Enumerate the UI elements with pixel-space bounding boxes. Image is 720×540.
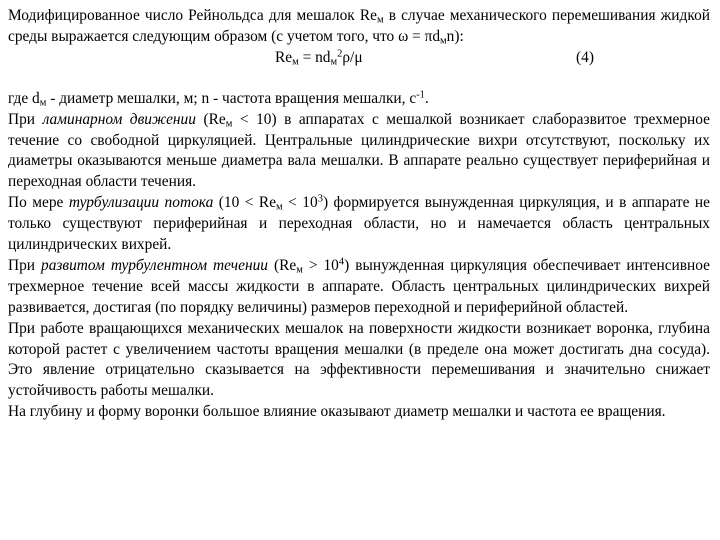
developed-text-3: ) вынужденная циркуляция обеспечивает интенсивное трехмерное течение всей массы жидкости в аппарате. Область центральных цилиндрических вихрей развивается, достигая (по порядку величины) размеров переходной и периферийной областей. bbox=[8, 256, 710, 316]
turbulization-subscript: м bbox=[276, 201, 283, 213]
vortex-paragraph: При работе вращающихся механических мешалок на поверхности жидкости возникает воронка, глубина которой растет с увеличением частоты вращения мешалки (в пределе она может достигать дна сосуда). Это явление отрицательно сказывается на эффективности перемешивания и значительно снижает устойчивость работы мешалки. bbox=[8, 319, 710, 400]
equation-number: (4) bbox=[576, 48, 594, 66]
turbulization-text-2: < 10 bbox=[282, 194, 318, 212]
developed-term: развитом турбулентном течении bbox=[41, 256, 269, 274]
formula-subscript-2: м bbox=[330, 56, 338, 68]
developed-lead: При bbox=[8, 256, 42, 274]
intro-text-3: n): bbox=[446, 27, 464, 45]
definition-paragraph bbox=[8, 89, 710, 110]
formula-exponent: 2 bbox=[337, 48, 343, 60]
developed-text-2: > 10 bbox=[302, 256, 339, 274]
laminar-text-1: (Re bbox=[195, 110, 226, 128]
turbulization-text-3: ) формируется вынужденная циркуляция, и в аппарате не только существуют периферийная и переходная области, но и намечается область центральных цилиндрических вихрей. bbox=[8, 194, 710, 254]
laminar-text-2: < 10) в аппаратах с мешалкой возникает слаборазвитое трехмерное течение со свободной циркуляцией. Центральные цилиндрические вихри отсутствуют, поскольку их диаметры оказываются меньше диаметра вала мешалки. В аппарате реально существует периферийная и переходная области течения. bbox=[8, 110, 710, 191]
intro-subscript-2: м bbox=[440, 35, 447, 47]
definition-exponent: -1 bbox=[416, 88, 425, 100]
turbulization-lead: По мере bbox=[8, 194, 69, 212]
developed-subscript: м bbox=[296, 264, 303, 276]
intro-paragraph bbox=[8, 6, 710, 48]
formula-row bbox=[8, 48, 710, 69]
formula-subscript: м bbox=[292, 56, 299, 68]
turbulization-paragraph bbox=[8, 193, 710, 256]
definition-text-3: . bbox=[424, 89, 429, 107]
formula-tail: ρ/μ bbox=[342, 48, 363, 66]
intro-text-1: Модифицированное число Рейнольдса для мешалок Re bbox=[8, 7, 377, 24]
laminar-paragraph bbox=[8, 110, 710, 194]
definition-subscript: м bbox=[39, 97, 47, 109]
laminar-term: ламинарном движении bbox=[42, 110, 196, 128]
turbulization-exponent: 3 bbox=[317, 193, 323, 205]
laminar-lead: При bbox=[8, 110, 43, 128]
turbulization-text-1: (10 < Re bbox=[213, 194, 277, 212]
developed-exponent: 4 bbox=[338, 256, 345, 268]
formula-eq: = nd bbox=[298, 48, 331, 66]
definition-text-1: где d bbox=[8, 89, 40, 107]
intro-subscript: м bbox=[376, 14, 384, 26]
developed-text-1: (Re bbox=[268, 256, 297, 274]
turbulization-term: турбулизации потока bbox=[68, 194, 214, 212]
laminar-subscript: м bbox=[225, 118, 233, 130]
reynolds-formula bbox=[275, 48, 363, 69]
definition-text-2: - диаметр мешалки, м; n - частота вращения мешалки, с bbox=[46, 89, 417, 107]
intro-text-2: в случае механического перемешивания жидкой среды выражается следующим образом (с учетом того, что ω = πd bbox=[8, 7, 711, 45]
formula-re: Re bbox=[275, 48, 293, 66]
developed-turbulence-paragraph bbox=[8, 256, 710, 319]
depth-paragraph: На глубину и форму воронки большое влияние оказывают диаметр мешалки и частота ее вращения. bbox=[8, 403, 666, 421]
